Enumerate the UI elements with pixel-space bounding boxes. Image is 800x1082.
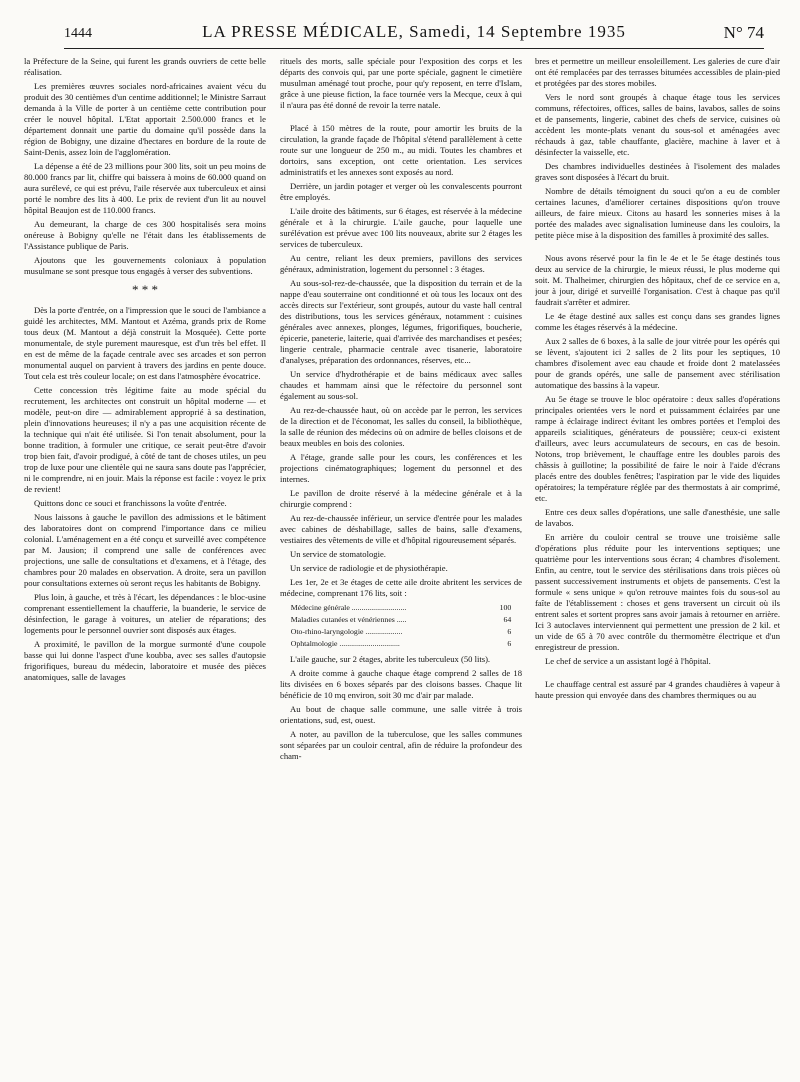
paragraph: la Préfecture de la Seine, qui furent les grands ouvriers de cette belle réalisation.: [24, 56, 266, 77]
column-2: [280, 56, 522, 1068]
paragraph: Au sous-sol-rez-de-chaussée, que la disposition du terrain et de la nappe d'eau souterraine ont conditionné et où tous les locaux ont des accès directs sur l'extérieur, sont groupés, autour du vaste hall central des distributions, tous les services généraux, notamment : cuisines générales avec annexes, plonges, légumes, frigorifiques, boucherie, épicerie, paneterie, laiterie, quai d'arrivée des marchandises et pesées; lingerie centrale, pharmacie centrale avec tisanerie, laboratoire d'analyses, préparation des ordonnances, réserves, etc...: [280, 278, 522, 365]
table-row: [290, 626, 513, 638]
paragraph: bres et permettre un meilleur ensoleillement. Les galeries de cure d'air ont été remplacées par des terrasses bitumées accessibles de plain-pied et protégées par des stores mobiles.: [535, 56, 780, 88]
table-value: 6: [507, 639, 512, 648]
table-label: Ophtalmologie ...............................: [290, 639, 400, 648]
paragraph: Les 1er, 2e et 3e étages de cette aile droite abritent les services de médecine, comprenant 176 lits, soit :: [280, 577, 522, 598]
paragraph: Au rez-de-chaussée inférieur, un service d'entrée pour les malades avec cabines de déshabillage, salles de bains, salle d'examens, vestiaires des vêtements de ville et d'hôpital rigoureusement séparés.: [280, 513, 522, 545]
paragraph: Ajoutons que les gouvernements coloniaux à population musulmane se sont presque tous engagés à verser des subventions.: [24, 255, 266, 276]
table-label: Maladies cutanées et vénériennes .....: [290, 615, 407, 624]
paragraph: Entre ces deux salles d'opérations, une salle d'anesthésie, une salle de lavabos.: [535, 507, 780, 528]
paragraph: Nombre de détails témoignent du souci qu'on a eu de combler certaines lacunes, d'améliorer certaines dispositions qu'on trouve ailleurs, de faire mieux. Citons au hasard les sonneries mises à la portée des malades avec signalisation lumineuse dans les couloirs, la petite pièce mise à la disposition des familles à proximité des salles.: [535, 186, 780, 240]
table-row: [290, 638, 513, 650]
paragraph: Le pavillon de droite réservé à la médecine générale et à la chirurgie comprend :: [280, 488, 522, 509]
paragraph: Quittons donc ce souci et franchissons la voûte d'entrée.: [34, 498, 227, 508]
paragraph: Aux 2 salles de 6 boxes, à la salle de jour vitrée pour les opérés qui se lèvent, s'ajoutent ici 2 salles de 2 lits pour les septiques, 10 chambres d'isolement avec eau chaude et froide dont 2 matelassées pour de grands opérés, une salle de pansement avec stérilisation automatique des bassins à la vapeur.: [535, 336, 780, 390]
paragraph: Placé à 150 mètres de la route, pour amortir les bruits de la circulation, la grande façade de l'hôpital s'étend parallèlement à cette route sur une longueur de 250 m., au midi. Toutes les chambres et dortoirs, sans exception, ont cette orientation. Les services administratifs et les annexes sont exposés au nord.: [280, 123, 522, 177]
table-value: 6: [507, 627, 512, 636]
paragraph: Au rez-de-chaussée haut, où on accède par le perron, les services de la direction et de l'économat, les salles du conseil, la bibliothèque, la salle de réunion des médecins où on admire de belles cloisons et de beaux meubles en bois des colonies.: [280, 405, 522, 448]
paragraph: Le chauffage central est assuré par 4 grandes chaudières à vapeur à haute pression qui envoyée dans des chambres thermiques ou au: [535, 679, 780, 700]
journal-title: LA PRESSE MÉDICALE, Samedi, 14 Septembre 1935: [202, 22, 626, 41]
paragraph: En arrière du couloir central se trouve une troisième salle d'opérations plus réduite pour les interventions septiques; une quatrième pour les interventions sous écran; 4 chambres d'isolement. Enfin, au centre, tout le service des stérilisations dans trois pièces où passent successivement instruments et objets de pansements. C'est la formule « sens unique » qu'on retrouve maintes fois du sous-sol au faîte de l'établissement : choses et gens traversent un circuit où ils entrent sales et sortent propres sans avoir jamais à retourner en arrière. Ici 3 autoclaves interviennent qui permettent une pression de 2 kil. et un vide de 65 à 70 avec contrôle du thermomètre électrique et d'un enregistreur de pression.: [535, 532, 780, 652]
column-3: [535, 56, 780, 1068]
paragraph: Au 5e étage se trouve le bloc opératoire : deux salles d'opérations principales orientées vers le nord et puissamment éclairées par une rampe à éclairage indirect évitant les ombres portées et l'emploi des appareils scialitiques, générateurs de poussière; ceux-ci existent d'ailleurs, avec leurs accumulateurs de secours, en cas de besoin. Notons, trop brièvement, le chauffage entre les doubles parois des châssis à guillotine; la possibilité de faire le noir à l'aide d'écrans placés entre des doubles fenêtres; l'aspiration par le vide des liquides opératoires; la température réglée par des thermostats à air comprimé, etc.: [535, 394, 780, 503]
table-value: 64: [503, 615, 512, 624]
paragraph: Plus loin, à gauche, et très à l'écart, les dépendances : le bloc-usine comprenant essentiellement la chaufferie, la buanderie, le service de désinfection, le garage à voitures, un atelier de réparations; des logements pour le personnel ouvrier sont disposés aux étages.: [24, 592, 266, 635]
paragraph: L'aile droite des bâtiments, sur 6 étages, est réservée à la médecine générale et à la chirurgie. L'aile gauche, pour laquelle une surélévation est prévue avec 100 lits nouveaux, abrite sur 2 étages les services de tuberculeux.: [280, 206, 522, 249]
paragraph: Nous avons réservé pour la fin le 4e et le 5e étage destinés tous deux au service de la chirurgie, le mieux réussi, le plus moderne qui soit. M. Thalheimer, chirurgien des hôpitaux, chef de ce service en a, jour à jour, dirigé et surveillé l'organisation. C'est à chaque pas qu'il faudrait s'arrêter et admirer.: [535, 253, 780, 307]
section-separator: * * *: [132, 282, 158, 297]
paragraph: rituels des morts, salle spéciale pour l'exposition des corps et les départs des convois qui, par une porte spéciale, gagnent le cimetière musulman aménagé tout proche, pour qu'y reposent, en terre d'Islam, grâce à une pieuse fiction, la face tournée vers la Mecque, ceux à qui il n'aura pas été donné de revoir la terre natale.: [280, 56, 522, 110]
page-number: 1444: [64, 26, 92, 41]
paragraph: Au centre, reliant les deux premiers, pavillons des services généraux, administration, logement du personnel : 3 étages.: [280, 253, 522, 274]
table-row: [290, 614, 513, 626]
paragraph: Des chambres individuelles destinées à l'isolement des malades graves sont disposées à l'écart du bruit.: [535, 161, 780, 182]
paragraph: Un service de stomatologie.: [290, 549, 386, 559]
paragraph: A droite comme à gauche chaque étage comprend 2 salles de 18 lits divisées en 6 boxes séparés par des cloisons basses. Chaque lit bénéficie de 10 mq environ, soit 30 mc d'air par malade.: [280, 668, 522, 700]
paragraph: Derrière, un jardin potager et verger où les convalescents pourront être employés.: [280, 181, 522, 202]
paragraph: Au demeurant, la charge de ces 300 hospitalisés sera moins onéreuse à Bobigny qu'elle ne l'était dans les établissements de l'Assistance publique de Paris.: [24, 219, 266, 251]
paragraph: La dépense a été de 23 millions pour 300 lits, soit un peu moins de 80.000 francs par lit, chiffre qui baissera à moins de 60.000 quand on aura surélevé, ce qui est prévu, l'aile réservée aux tuberculeux et ainsi porté le nombre des lits à 400. Le prix de revient d'un lit au nouvel hôpital Beaujon est de 110.000 francs.: [24, 161, 266, 215]
paragraph: A l'étage, grande salle pour les cours, les conférences et les projections cinématographiques; logement du personnel et des internes.: [280, 452, 522, 484]
paragraph: Les premières œuvres sociales nord-africaines avaient vécu du produit des 30 centièmes d'un centime additionnel; le Ministre Sarraut demanda à la Ville de porter à un centième cette contribution pour créer le nouvel hôpital. L'Etat apportait 2.500.000 francs et le département donnait une partie du domaine qu'il possède dans la région de Bobigny, une dizaine d'hectares en bordure de la route de Saint-Denis, assez loin de l'agglomération.: [24, 81, 266, 157]
paragraph: Vers le nord sont groupés à chaque étage tous les services communs, réfectoires, offices, salles de bains, lavabos, salles de soins et de pansements, lingerie, cabinet des chefs de service, cuisines où accèdent les monte-plats venant du sous-sol et aménagées avec réchauds à gaz, table chauffante, glacière, machine à laver et à désinfecter la vaisselle, etc.: [535, 92, 780, 157]
table-row: [290, 602, 513, 614]
table-label: Oto-rhino-laryngologie ...................: [290, 627, 403, 636]
paragraph: Le 4e étage destiné aux salles est conçu dans ses grandes lignes comme les étages réservés à la médecine.: [535, 311, 780, 332]
table-value: 100: [499, 603, 512, 612]
masthead: [64, 22, 764, 49]
beds-table: [290, 602, 513, 650]
paragraph: A proximité, le pavillon de la morgue surmonté d'une coupole basse qui lui donne l'aspect d'une koubba, avec ses salles d'autopsie frigorifiques, bureau du médecin, laboratoire et musée des pièces anatomiques, salle de lavages: [24, 639, 266, 682]
paragraph: Dès la porte d'entrée, on a l'impression que le souci de l'ambiance a guidé les architectes, MM. Mantout et Azéma, grands prix de Rome tous deux (M. Mantout a déjà construit la Mosquée). Cette porte monumentale, de style purement mauresque, est d'un très bel effet. Il en est de même de la façade centrale avec ses arcades et son perron monumental auquel on parvient à travers des jardins en pente douce. Tout cela est très couleur locale; on est dans l'atmosphère évocatrice.: [24, 305, 266, 381]
paragraph: Cette concession très légitime faite au mode spécial du recrutement, les architectes ont construit un hôpital moderne — et modèle, peut-on dire — admirablement approprié à sa destination, plein d'innovations heureuses; il n'y a pas une acquisition récente de la technique qui n'ait été utilisée. Si l'on tenait absolument, pour la bonne tradition, à formuler une critique, ce serait peut-être d'avoir trop bien fait, d'avoir prodigué, à côté de tant de choses utiles, un peu trop de luxe pour une clientèle qui ne saura sans doute pas l'apprécier, ni le comprendre, ni en jouir. Mais la réponse est facile : voyez le prix de revient!: [24, 385, 266, 494]
paragraph: Au bout de chaque salle commune, une salle vitrée à trois orientations, sud, est, ouest.: [280, 704, 522, 725]
issue-number: N° 74: [723, 23, 764, 42]
paragraph: Un service de radiologie et de physiothérapie.: [290, 563, 448, 573]
column-1: [24, 56, 266, 1068]
paragraph: Le chef de service a un assistant logé à l'hôpital.: [545, 656, 711, 666]
paragraph: A noter, au pavillon de la tuberculose, que les salles communes sont séparées par un couloir central, afin de réduire la profondeur des cham-: [280, 729, 522, 761]
paragraph: L'aile gauche, sur 2 étages, abrite les tuberculeux (50 lits).: [290, 654, 491, 664]
paragraph: Nous laissons à gauche le pavillon des admissions et le bâtiment des laboratoires dont on comprend l'importance dans ce milieu colonial. L'aménagement en a été conçu et surveillé avec compétence par M. Jausion; il comprend une salle de conférences avec projections, une salle de consultations et d'examens, et à l'étage, des chambres pour 20 malades en observation. A droite, sera un pavillon pour consultations externes où seront reçus les habitants de Bobigny.: [24, 512, 266, 588]
table-label: Médecine générale ............................: [290, 603, 407, 612]
paragraph: Un service d'hydrothérapie et de bains médicaux avec salles chaudes et hammam ainsi que le réfectoire du personnel sont également au sous-sol.: [280, 369, 522, 401]
